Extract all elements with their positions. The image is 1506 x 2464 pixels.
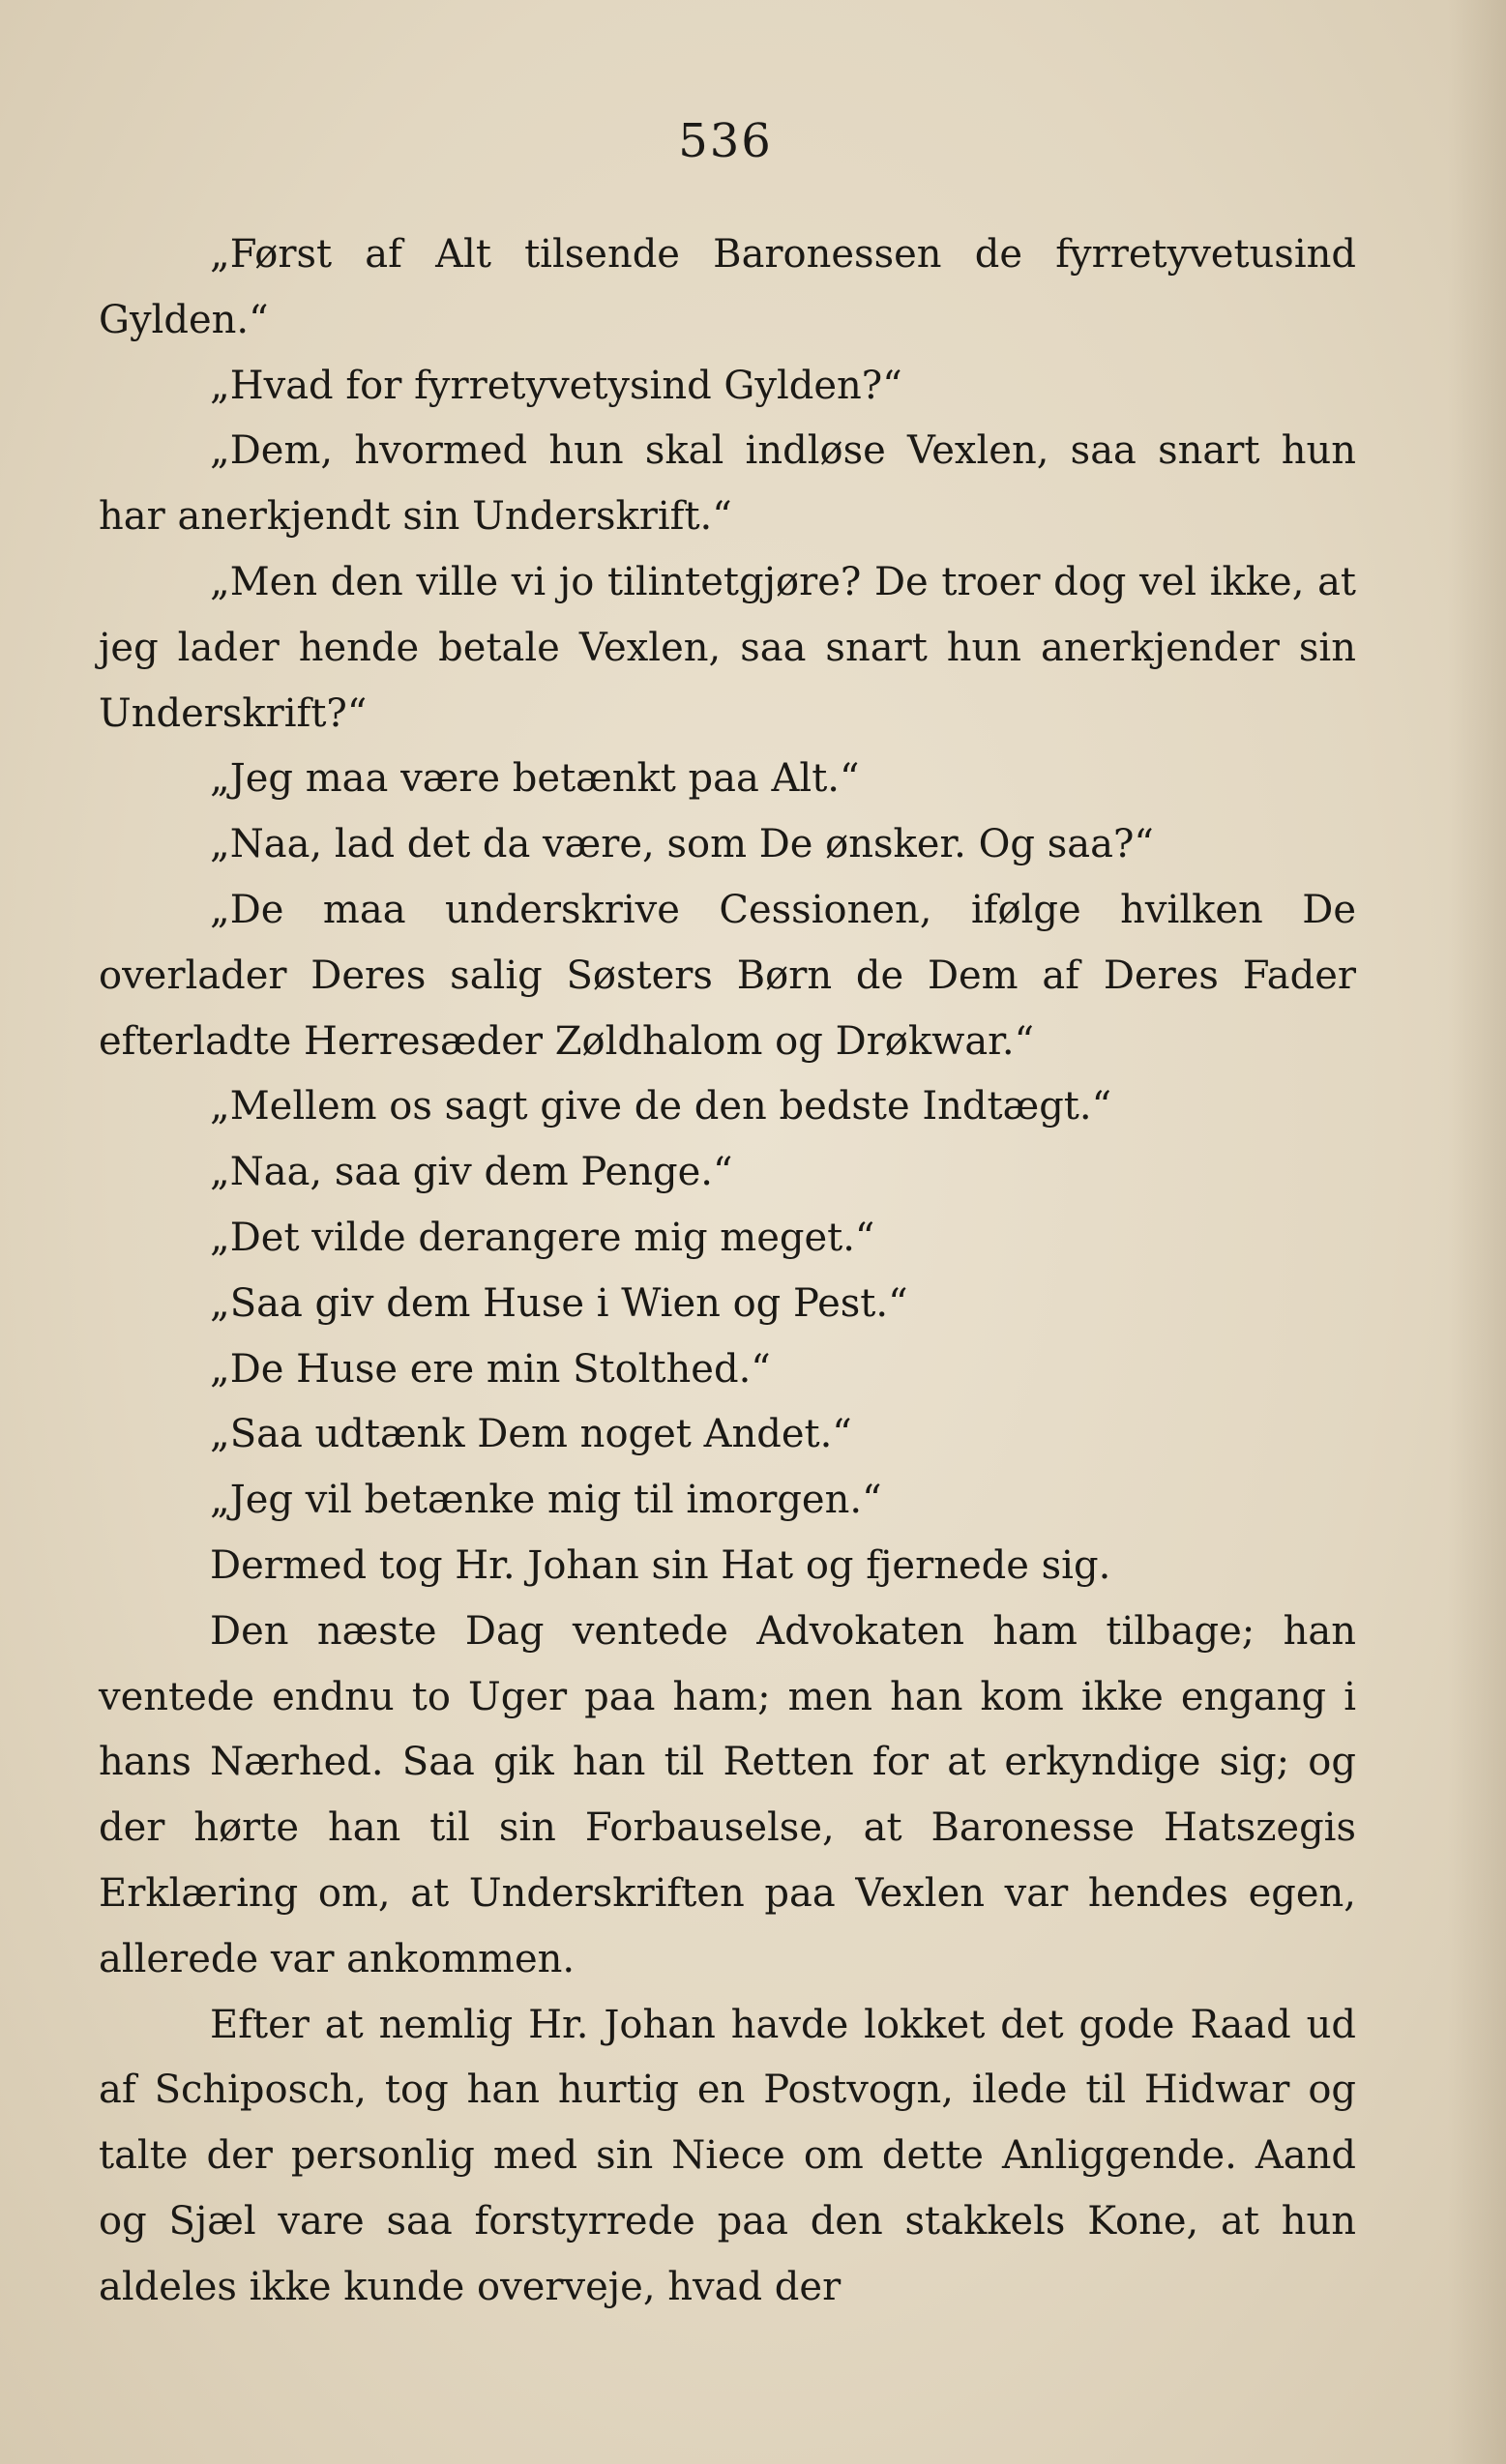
page-edge-shadow — [1448, 0, 1506, 2464]
paragraph: „Saa udtænk Dem noget Andet.“ — [210, 1412, 852, 1457]
paragraph: „Naa, lad det da være, som De ønsker. Og saa?“ — [210, 822, 1154, 867]
page-text — [99, 222, 1356, 2321]
paragraph: Den næste Dag ventede Advokaten ham tilbage; han ventede endnu to Uger paa ham; men han kom ikke engang i hans Nærhed. Saa gik han til Retten for at erkyndige sig; og der hørte han til sin Forbauselse, at Baronesse Hatszegis Erklæring om, at Underskriften paa Vexlen var hendes egen, allerede var ankommen. — [99, 1608, 1356, 1981]
paragraph: „De Huse ere min Stolthed.“ — [210, 1346, 771, 1392]
paragraph: Efter at nemlig Hr. Johan havde lokket det gode Raad ud af Schiposch, tog han hurtig en Postvogn, ilede til Hidwar og talte der personlig med sin Niece om dette Anliggende. Aand og Sjæl vare saa forstyrrede paa den stakkels Kone, at hun aldeles ikke kunde overveje, hvad der — [99, 2002, 1356, 2309]
paragraph: „Jeg maa være betænkt paa Alt.“ — [210, 756, 860, 802]
page-number: 536 — [678, 114, 773, 168]
paragraph: „De maa underskrive Cessionen, ifølge hvilken De overlader Deres salig Søsters Børn de Dem af Deres Fader efterladte Herresæder Zøldhalom og Drøkwar.“ — [99, 887, 1356, 1064]
paragraph: „Det vilde derangere mig meget.“ — [210, 1215, 875, 1260]
paragraph: „Saa giv dem Huse i Wien og Pest.“ — [210, 1280, 908, 1326]
paragraph: „Dem, hvormed hun skal indløse Vexlen, saa snart hun har anerkjendt sin Underskrift.“ — [99, 428, 1356, 540]
paragraph: „Jeg vil betænke mig til imorgen.“ — [210, 1478, 882, 1523]
paragraph: „Mellem os sagt give de den bedste Indtægt.“ — [210, 1084, 1112, 1129]
paragraph: „Men den ville vi jo tilintetgjøre? De troer dog vel ikke, at jeg lader hende betale Vexlen, saa snart hun anerkjender sin Underskrift?“ — [99, 559, 1356, 736]
paragraph: „Først af Alt tilsende Baronessen de fyrretyvetusind Gylden.“ — [99, 232, 1356, 342]
paragraph: „Naa, saa giv dem Penge.“ — [210, 1150, 733, 1195]
paragraph: „Hvad for fyrretyvetysind Gylden?“ — [210, 363, 902, 408]
paragraph: Dermed tog Hr. Johan sin Hat og fjernede sig. — [210, 1542, 1111, 1588]
